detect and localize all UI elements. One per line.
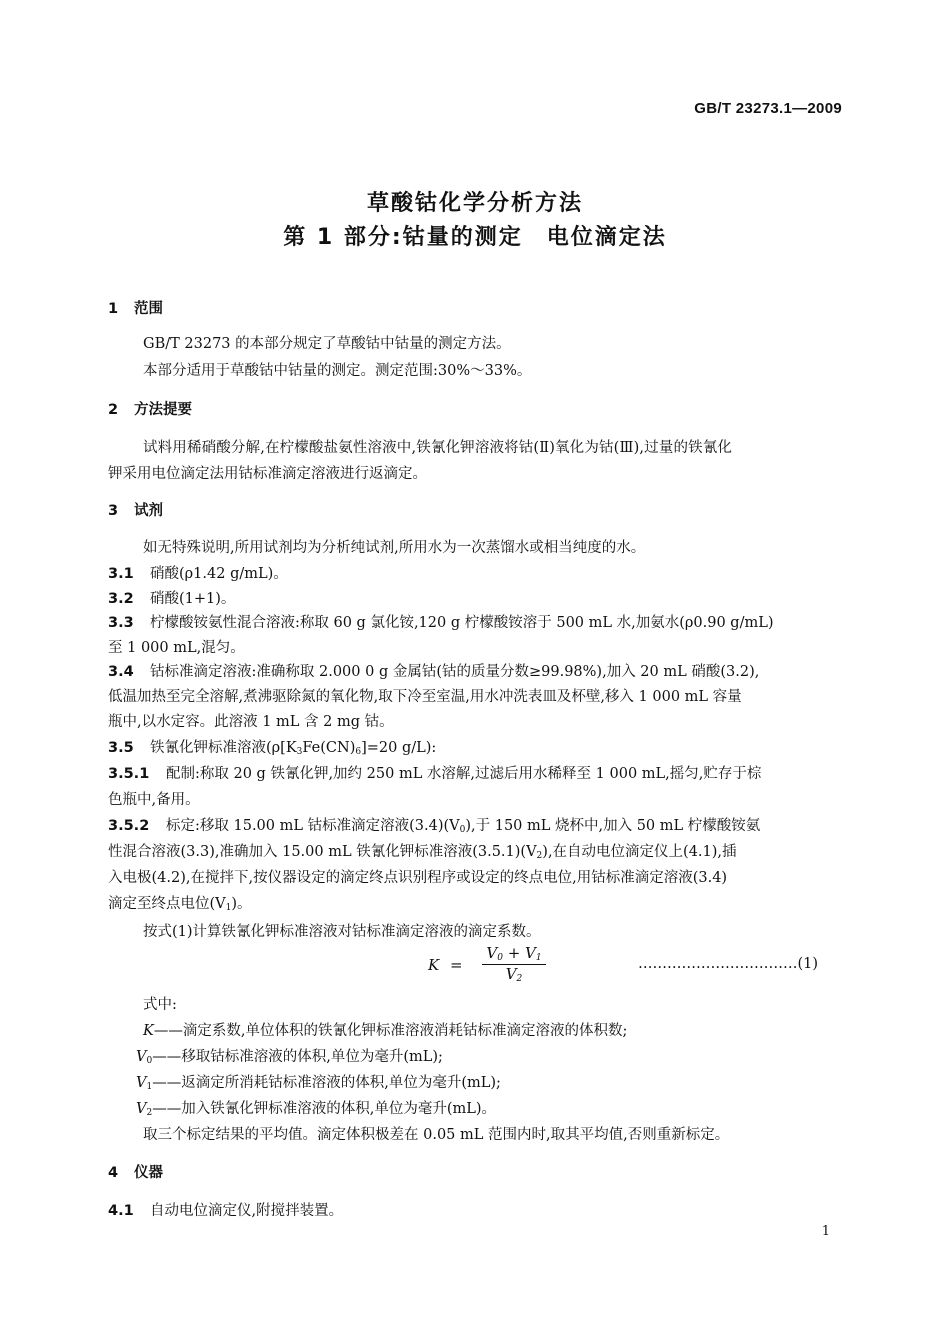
clause-3-5: 3.5 铁氰化钾标准溶液($\rho[K_3Fe(CN)_6]=20$ g/L): [108,740,437,757]
clause-3-4: 3.4 钴标准滴定溶液:准确称取 2.000 0 g 金属钴(钴的质量分数≥99.98%),加入 20 mL 硝酸(3.2), [108,664,760,680]
formula-lhs: K [428,956,440,974]
paragraph-line: 钾采用电位滴定法用钴标准滴定溶液进行返滴定。 [108,466,427,482]
paragraph: 如无特殊说明,所用试剂均为分析纯试剂,所用水为一次蒸馏水或相当纯度的水。 [143,540,646,556]
paragraph: 取三个标定结果的平均值。滴定体积极差在 0.05 mL 范围内时,取其平均值,否则重新标定。 [143,1127,730,1143]
paragraph: 本部分适用于草酸钴中钴量的测定。测定范围:30%～33%。 [143,363,532,379]
clause-3-5-2-cont: 滴定至终点电位$(V_1)$。 [108,896,252,913]
formula-equals: = [450,956,463,974]
section-heading: 2 方法提要 [108,402,192,418]
standard-number: GB/T 23273.1—2009 [694,100,842,117]
paragraph: GB/T 23273 的本部分规定了草酸钴中钴量的测定方法。 [143,336,511,352]
clause-3-4-cont: 瓶中,以水定容。此溶液 1 mL 含 2 mg 钴。 [108,714,394,730]
page-number: 1 [821,1224,830,1239]
clause-3-5-1: 3.5.1 配制:称取 20 g 铁氰化钾,加约 250 mL 水溶解,过滤后用水稀释至 1 000 mL,摇匀,贮存于棕 [108,766,762,782]
formula-intro: 按式(1)计算铁氰化钾标准溶液对钴标准滴定溶液的滴定系数。 [143,924,541,940]
clause-3-1: 3.1 硝酸(ρ1.42 g/mL)。 [108,566,288,582]
clause-3-4-cont: 低温加热至完全溶解,煮沸驱除氮的氧化物,取下冷至室温,用水冲洗表皿及杯壁,移入 1 000 mL 容量 [108,689,742,705]
clause-3-2: 3.2 硝酸(1+1)。 [108,591,236,607]
formula-numerator: $V_0 + V_1$ [482,944,546,965]
title-part: 第 1 部分:钴量的测定 [283,225,523,250]
definition-v1: $V_1——$返滴定所消耗钴标准溶液的体积,单位为毫升(mL); [136,1075,501,1092]
section-heading: 4 仪器 [108,1165,163,1181]
clause-3-5-2-cont: 入电极(4.2),在搅拌下,按仪器设定的滴定终点识别程序或设定的终点电位,用钴标准滴定溶液(3.4) [108,870,728,886]
clause-4-1: 4.1 自动电位滴定仪,附搅拌装置。 [108,1203,344,1219]
clause-3-5-2-cont: 性混合溶液(3.3),准确加入 15.00 mL 铁氰化钾标准溶液$(3.5.1)(V_2)$,在自动电位滴定仪上(4.1),插 [108,844,737,861]
formula-denominator: $V_2$ [505,965,523,984]
definition-k: K——滴定系数,单位体积的铁氰化钾标准溶液消耗钴标准滴定溶液的体积数; [143,1023,628,1039]
where-label: 式中: [143,997,177,1013]
formula-fraction [482,944,546,984]
formula-number: ……………………………(1) [638,956,819,972]
title-line-1: 草酸钴化学分析方法 [366,191,583,216]
clause-3-5-1-cont: 色瓶中,备用。 [108,792,200,808]
clause-3-3: 3.3 柠檬酸铵氨性混合溶液:称取 60 g 氯化铵,120 g 柠檬酸铵溶于 500 mL 水,加氨水(ρ0.90 g/mL) [108,615,774,631]
title-line-2 [0,220,950,251]
definition-v0: $V_0——$移取钴标准溶液的体积,单位为毫升(mL); [136,1049,443,1066]
clause-3-3-cont: 至 1 000 mL,混匀。 [108,640,245,656]
section-heading: 3 试剂 [108,503,163,519]
title-method: 电位滴定法 [546,225,667,250]
clause-3-5-2: 3.5.2 标定:移取 15.00 mL 钴标准滴定溶液$(3.4)(V_0)$,于 150 mL 烧杯中,加入 50 mL 柠檬酸铵氨 [108,818,761,835]
section-heading: 1 范围 [108,301,163,317]
paragraph-line: 试料用稀硝酸分解,在柠檬酸盐氨性溶液中,铁氰化钾溶液将钴(Ⅱ)氧化为钴(Ⅲ),过量的铁氰化 [143,440,733,456]
definition-v2: $V_2——$加入铁氰化钾标准溶液的体积,单位为毫升(mL)。 [136,1101,497,1118]
